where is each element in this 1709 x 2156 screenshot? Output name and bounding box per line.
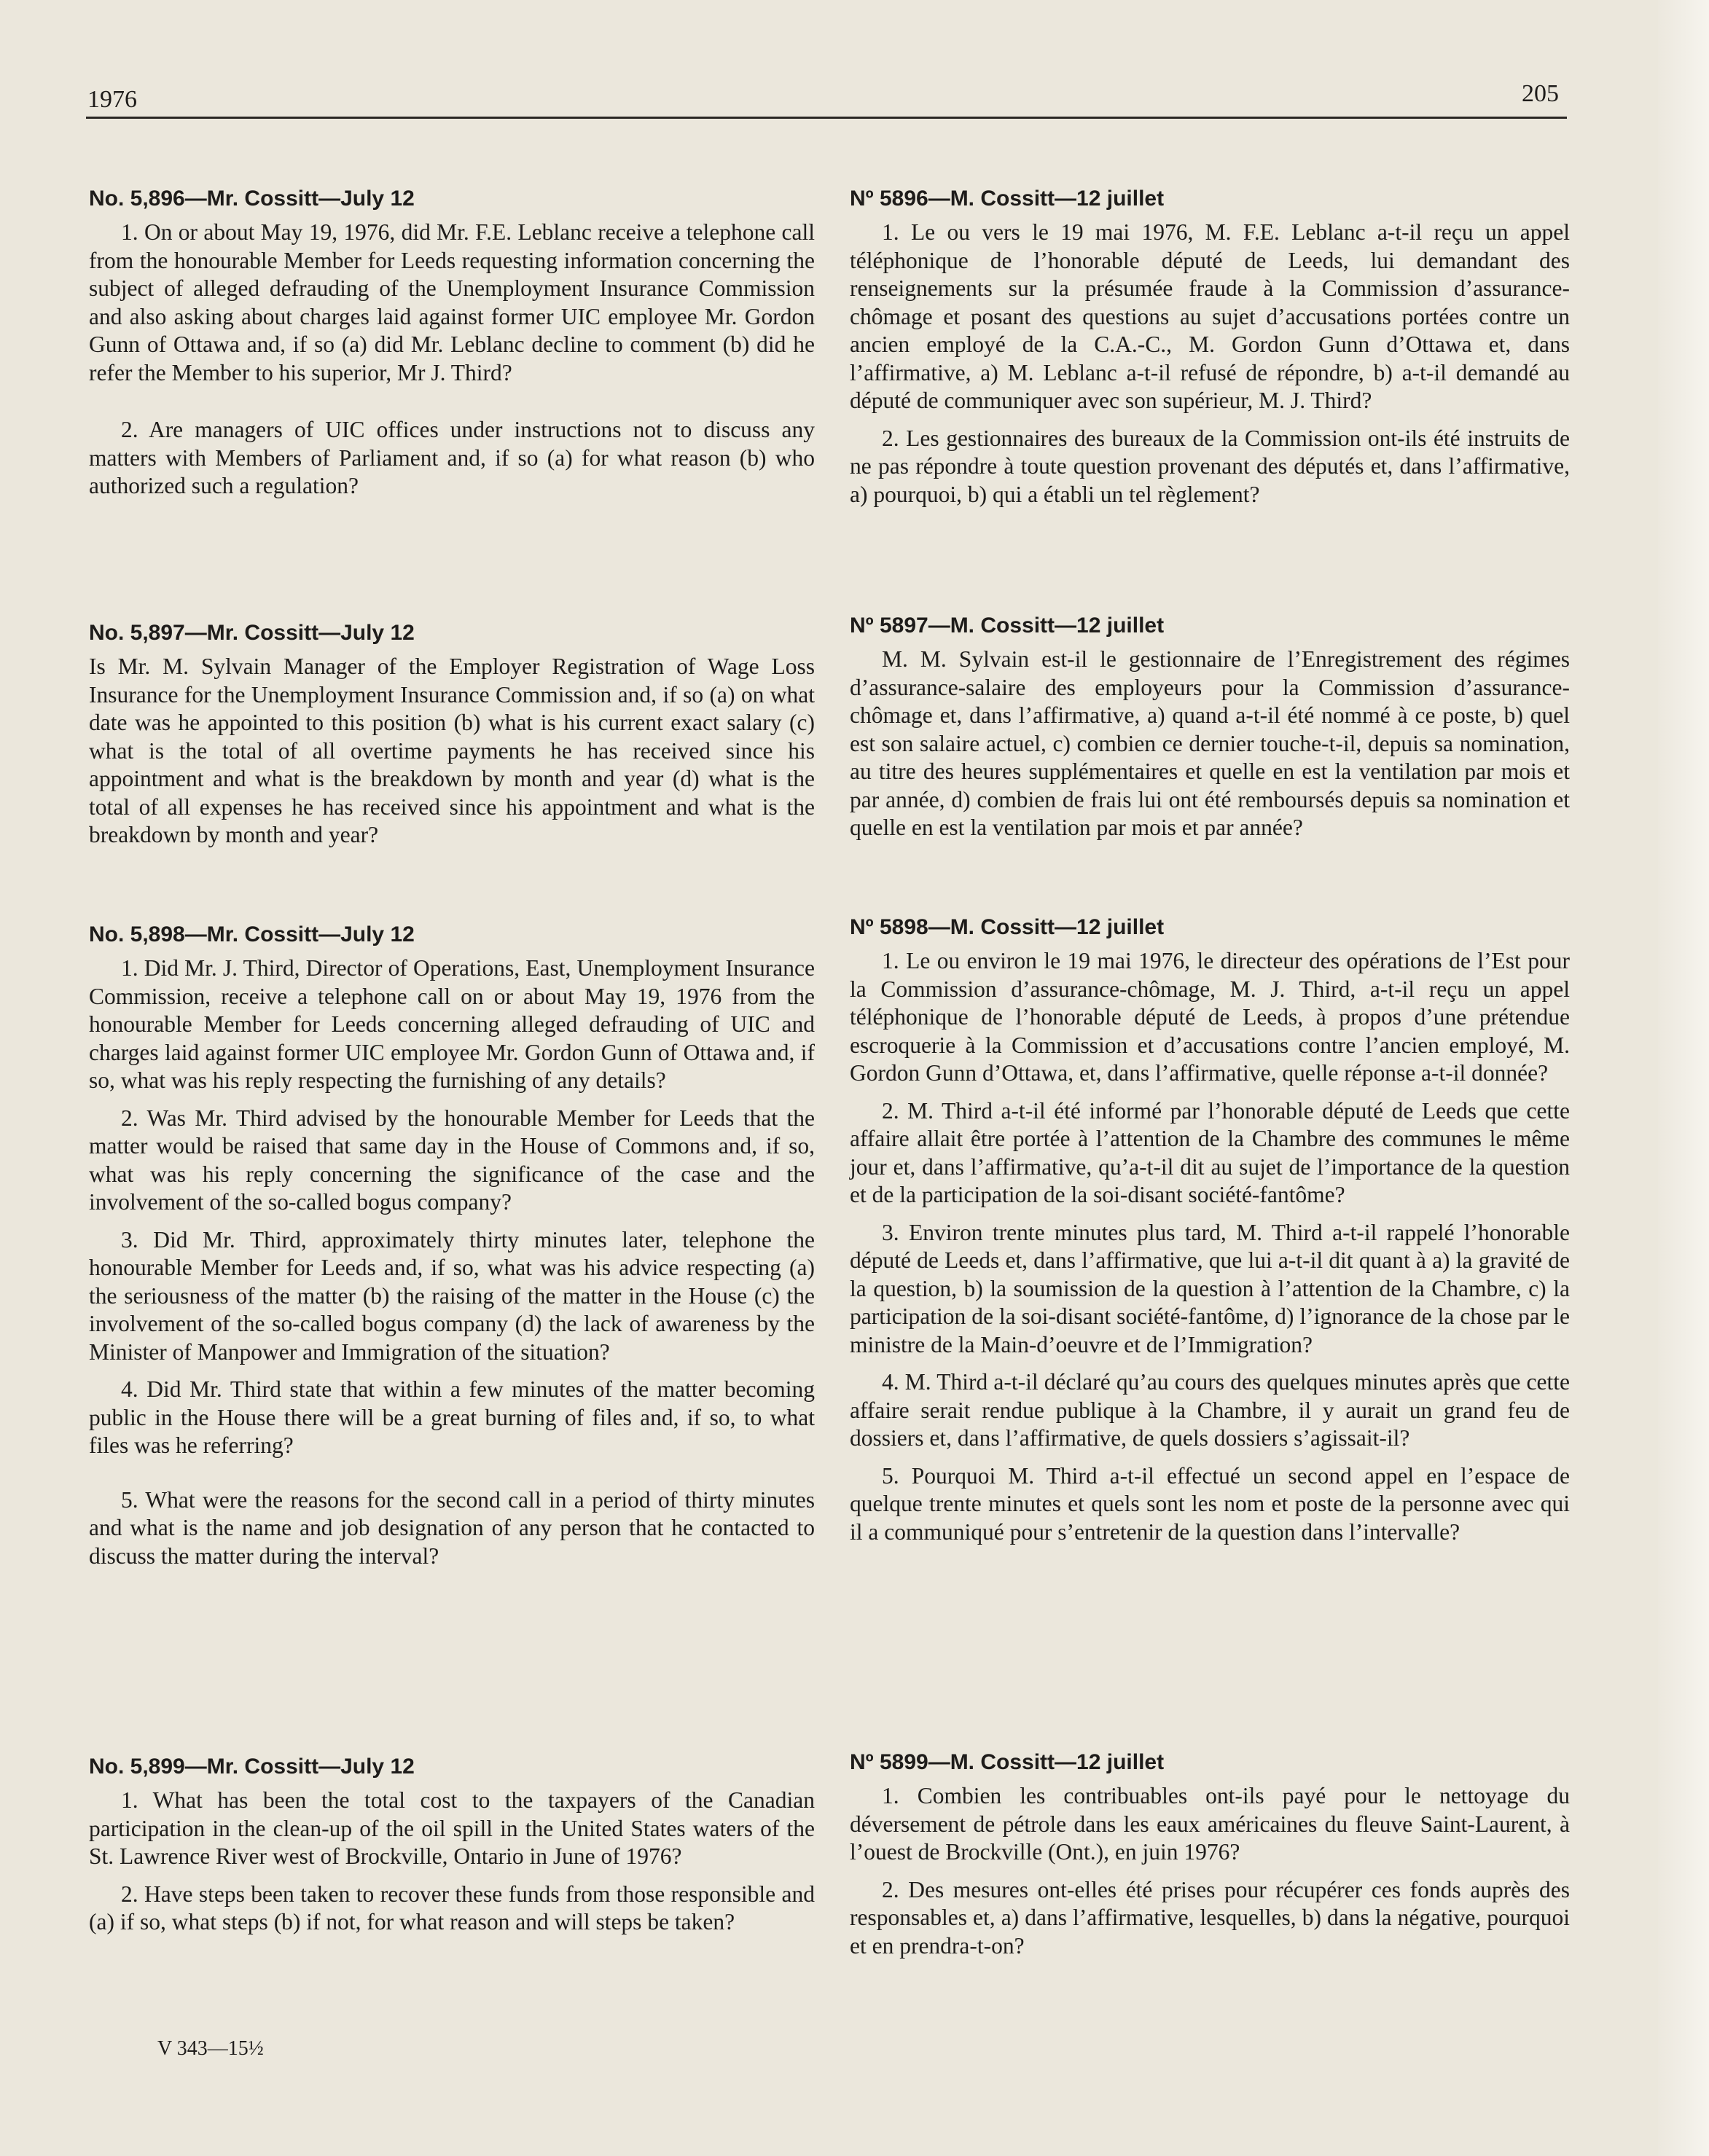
question-heading: Nº 5899—M. Cossitt—12 juillet: [850, 1750, 1165, 1774]
question-paragraph: 2. Was Mr. Third advised by the honourable Member for Leeds that the matter would be raised that same day in the House of Commons and, if so, what was his reply concerning the significance of the case and the involvement of the so-called bogus company?: [89, 1105, 815, 1215]
question-paragraph: M. M. Sylvain est-il le gestionnaire de l’Enregistrement des régimes d’assurance-salaire des employeurs pour la Commission d’assurance-chômage et, dans l’affirmative, a) quand a-t-il été nommé à ce poste, b) quel est son salaire actuel, c) combien ce dernier touche-t-il, depuis sa nomination, au titre des heures supplémentaires et quelle en est la ventilation par mois et par année, d) combien de frais lui ont été remboursés depuis sa nomination et quelle en est la ventilation par mois et par année?: [850, 646, 1570, 840]
question-paragraph: 3. Environ trente minutes plus tard, M. Third a-t-il rappelé l’honorable député de Leeds et, dans l’affirmative, que lui a-t-il dit quant à a) la gravité de la question, b) la soumission de la question à l’attention de la Chambre, c) la participation de la soi-disant société-fantôme, d) l’ignorance de la chose par le ministre de la Main-d’oeuvre et de l’Immigration?: [850, 1219, 1570, 1357]
question-heading: Nº 5898—M. Cossitt—12 juillet: [850, 915, 1165, 939]
question-paragraph: 1. On or about May 19, 1976, did Mr. F.E. Leblanc receive a telephone call from the honourable Member for Leeds requesting information concerning the subject of alleged defrauding of the Unemployment Insurance Commission and also asking about charges laid against former UIC employee Mr. Gordon Gunn of Ottawa and, if so (a) did Mr. Leblanc decline to comment (b) did he refer the Member to his superior, Mr J. Third?: [89, 219, 815, 385]
question-paragraph: 4. M. Third a-t-il déclaré qu’au cours des quelques minutes après que cette affaire serait rendue publique à la Chambre, il y aurait un grand feu de dossiers et, dans l’affirmative, de quels dossiers s’agissait-il?: [850, 1369, 1570, 1451]
question-paragraph: 5. What were the reasons for the second call in a period of thirty minutes and what is the name and job designation of any person that he contacted to discuss the matter during the interval?: [89, 1486, 815, 1569]
question-paragraph: Is Mr. M. Sylvain Manager of the Employer Registration of Wage Loss Insurance for the Unemployment Insurance Commission and, if so (a) on what date was he appointed to this position (b) what is his current exact salary (c) what is the total of all overtime payments he has received since his appointment and what is the breakdown by month and year (d) what is the total of all expenses he has received since his appointment and what is the breakdown by month and year?: [89, 654, 815, 847]
question-heading: Nº 5897—M. Cossitt—12 juillet: [850, 614, 1165, 638]
running-head-year: 1976: [87, 86, 137, 113]
question-heading: Nº 5896—M. Cossitt—12 juillet: [850, 187, 1165, 211]
question-paragraph: 2. Are managers of UIC offices under instructions not to discuss any matters with Members of Parliament and, if so (a) for what reason (b) who authorized such a regulation?: [89, 417, 815, 498]
question-paragraph: 3. Did Mr. Third, approximately thirty minutes later, telephone the honourable Member for Leeds and, if so, what was his advice respecting (a) the seriousness of the matter (b) the raising of the matter in the House (c) the involvement of the so-called bogus company (d) the lack of awareness by the Minister of Manpower and Immigration of the situation?: [89, 1226, 815, 1365]
question-paragraph: 1. Did Mr. J. Third, Director of Operations, East, Unemployment Insurance Commission, receive a telephone call on or about May 19, 1976 from the honourable Member for Leeds concerning alleged defrauding of UIC and charges laid against former UIC employee Mr. Gordon Gunn of Ottawa and, if so, what was his reply respecting the furnishing of any details?: [89, 955, 815, 1093]
printer-signature: V 343—15½: [157, 2037, 264, 2060]
question-paragraph: 2. Des mesures ont-elles été prises pour récupérer ces fonds auprès des responsables et, a) dans l’affirmative, lesquelles, b) dans la négative, pourquoi et en prendra-t-on?: [850, 1876, 1570, 1959]
question-paragraph: 2. Les gestionnaires des bureaux de la Commission ont-ils été instruits de ne pas répondre à toute question provenant des députés et, dans l’affirmative, a) pourquoi, b) qui a établi un tel règlement?: [850, 425, 1570, 507]
question-heading: No. 5,896—Mr. Cossitt—July 12: [89, 187, 415, 211]
question-5897-fr: [850, 614, 1570, 852]
question-paragraph: 2. Have steps been taken to recover these funds from those responsible and (a) if so, what steps (b) if not, for what reason and will steps be taken?: [89, 1881, 815, 1934]
question-5899-en: [89, 1755, 815, 1946]
question-heading: No. 5,899—Mr. Cossitt—July 12: [89, 1755, 415, 1779]
question-paragraph: 2. M. Third a-t-il été informé par l’honorable député de Leeds que cette affaire allait être portée à l’attention de la Chambre des communes le même jour et, dans l’affirmative, qu’a-t-il dit au sujet de l’importance de la question et de la participation de la soi-disant société-fantôme?: [850, 1097, 1570, 1207]
question-5896-fr: [850, 187, 1570, 518]
question-5898-fr: [850, 915, 1570, 1556]
page-number: 205: [1522, 80, 1559, 107]
question-5898-en: [89, 922, 815, 1580]
question-paragraph: 1. Le ou environ le 19 mai 1976, le directeur des opérations de l’Est pour la Commission d’assurance-chômage, M. J. Third, a-t-il reçu un appel téléphonique de l’honorable député de Leeds, à propos d’une prétendue escroquerie à la Commission et d’accusations contre l’ancien employé, M. Gordon Gunn d’Ottawa, et, dans l’affirmative, quelle réponse a-t-il donnée?: [850, 948, 1570, 1086]
question-5897-en: [89, 621, 815, 859]
question-paragraph: 1. Combien les contribuables ont-ils payé pour le nettoyage du déversement de pétrole dans les eaux américaines du fleuve Saint-Laurent, à l’ouest de Brockville (Ont.), en juin 1976?: [850, 1783, 1570, 1865]
question-paragraph: 1. Le ou vers le 19 mai 1976, M. F.E. Leblanc a-t-il reçu un appel téléphonique de l’honorable député de Leeds, lui demandant des renseignements sur la présumée fraude à la Commission d’assurance-chômage et posant des questions au sujet d’accusations portées contre un ancien employé de la C.A.-C., M. Gordon Gunn d’Ottawa et, dans l’affirmative, a) M. Leblanc a-t-il refusé de répondre, b) a-t-il demandé au député de communiquer avec son supérieur, M. J. Third?: [850, 219, 1570, 413]
question-heading: No. 5,897—Mr. Cossitt—July 12: [89, 621, 415, 645]
question-heading: No. 5,898—Mr. Cossitt—July 12: [89, 922, 415, 946]
question-5899-fr: [850, 1750, 1570, 1969]
question-5896-en: [89, 187, 815, 510]
question-paragraph: 4. Did Mr. Third state that within a few minutes of the matter becoming public in the House there will be a great burning of files and, if so, to what files was he referring?: [89, 1376, 815, 1458]
question-paragraph: 1. What has been the total cost to the taxpayers of the Canadian participation in the clean-up of the oil spill in the United States waters of the St. Lawrence River west of Brockville, Ontario in June of 1976?: [89, 1787, 815, 1869]
header-rule: [86, 117, 1567, 119]
page-edge: [1658, 0, 1709, 2156]
question-paragraph: 5. Pourquoi M. Third a-t-il effectué un second appel en l’espace de quelque trente minutes et quels sont les nom et poste de la personne avec qui il a communiqué pour s’entretenir de la question dans l’intervalle?: [850, 1462, 1570, 1545]
